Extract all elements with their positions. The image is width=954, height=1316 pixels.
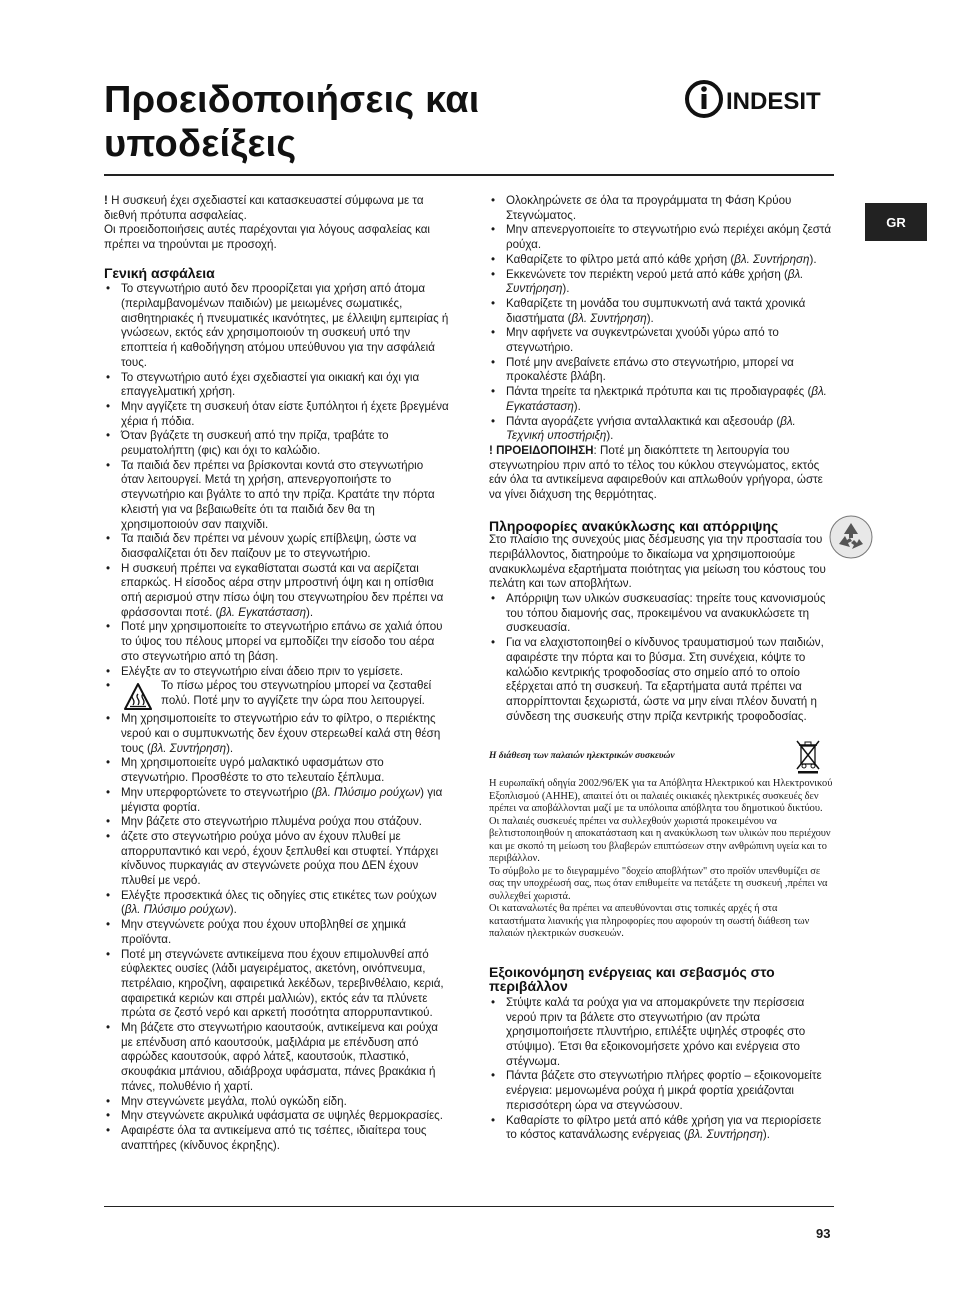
recycling-header xyxy=(489,519,834,534)
indesit-logo xyxy=(684,79,844,119)
list-item xyxy=(104,679,449,712)
weee-p1: Η ευρωπαϊκή οδηγία 2002/96/ΕΚ για τα Απόβλητα Ηλεκτρικού και Ηλεκτρονικού Εξοπλισμού (ΑΗΗΕ), απαιτεί ότι οι παλαιές οικιακές ηλεκτρικές συσκευές δεν πρέπει να αποβάλλονται μαζί με τα υπόλοιπα απόβλητα του δημοτικού δικτύου. Οι παλαιές συσκευές πρέπει να συλλεχθούν χωριστά προκειμένου να βελτιστοποιηθούν η αποκατάσταση και η ανακύκλωση των υλικών που περιέχουν και με σκοπό τη μείωση του βλαβερών επιπτώσεων στην ανθρώπινη υγεία και το περιβάλλον. xyxy=(489,778,833,865)
list-item: • Πάντα αγοράζετε γνήσια ανταλλακτικά και αξεσουάρ (βλ. Τεχνική υποστήριξη). xyxy=(489,415,834,444)
list-item: • Ποτέ μη στεγνώνετε αντικείμενα που έχουν επιμολυνθεί από εύφλεκτες ουσίες (λάδι μαγειρέματος, ακετόνη, οινόπνευμα, πετρέλαιο, κηροζίνη, αφαιρετικά λεκέδων, τερεβινθέλαιο, κεριά, αφαιρετικά κεριών και σπρέι μαλλιών), εκτός εάν τα πλύνετε πρώτα σε ζεστό νερό και αρκετή ποσότητα απορρυπαντικού. xyxy=(104,948,449,1022)
weee-header xyxy=(489,738,834,774)
ref-wash-cycle: βλ. Πλύσιμο ρούχων xyxy=(124,903,230,917)
general-safety-list xyxy=(104,282,449,1153)
weee-p3: Οι καταναλωτές θα πρέπει να απευθύνονται στις τοπικές αρχές ή στα καταστήματα λιανικής για πληροφορίες που αφορούν τη σωστή διάθεση των παλαιών ηλεκτρικών συσκευών. xyxy=(489,903,810,940)
ref-installation: βλ. Εγκατάσταση xyxy=(506,385,827,413)
list-item: • Μη βάζετε στο στεγνωτήριο καουτσούκ, αντικείμενα και ρούχα με επένδυση από καουτσούκ, μαξιλάρια με επένδυση από αφρώδες καουτσούκ, αφρό λάτεξ, καουτσούκ, πλαστικό, σκουφάκια μπάνιου, αδιάβροχα υφάσματα, πάνες βρακάκια ή πάνες, πολυθένιο ή χαρτί. xyxy=(104,1021,449,1095)
page-title: Προειδοποιήσεις και υποδείξεις xyxy=(104,79,480,165)
list-item: • Ελέγξτε αν το στεγνωτήριο είναι άδειο πριν το γεμίσετε. xyxy=(104,665,449,680)
list-item: • Μη χρησιμοποιείτε υγρό μαλακτικό υφασμάτων στο στεγνωτήριο. Προσθέστε το στο τελευταίο ξέπλυμα. xyxy=(104,756,449,785)
intro-text xyxy=(104,194,449,253)
energy-heading: Εξοικονόμηση ενέργειας και σεβασμός στο περιβάλλον xyxy=(489,963,775,995)
recycle-icon xyxy=(828,514,874,560)
footer-rule xyxy=(104,1206,834,1207)
hot-surface-warning-icon xyxy=(121,682,155,712)
list-item: • Απόρριψη των υλικών συσκευασίας: τηρείτε τους κανονισμούς του τόπου διαμονής σας, προκειμένου να ανακυκλώσετε τη συσκευασία. xyxy=(489,592,834,636)
intro-p2: Οι προειδοποιήσεις αυτές παρέχονται για λόγους ασφαλείας και πρέπει να τηρούνται με προσοχή. xyxy=(104,223,431,252)
list-item: • Πάντα βάζετε στο στεγνωτήριο πλήρες φορτίο – εξοικονομείτε ενέργεια: μεμονωμένα ρούχα ή μικρά φορτία χρειάζονται περισσότερη ώρα να στεγνώσουν. xyxy=(489,1069,834,1113)
list-item: • Το στεγνωτήριο αυτό έχει σχεδιαστεί για οικιακή και όχι για επαγγελματική χρήση. xyxy=(104,371,449,400)
list-item: • Μην στεγνώνετε ρούχα που έχουν υποβληθεί σε χημικά προϊόντα. xyxy=(104,918,449,947)
intro-p1: Η συσκευή έχει σχεδιαστεί και κατασκευαστεί σύμφωνα με τα διεθνή πρότυπα ασφαλείας. xyxy=(104,194,424,222)
list-item: • Ποτέ μην χρησιμοποιείτε το στεγνωτήριο επάνω σε χαλιά όπου το ύψος του πέλους μπορεί να εμποδίζει την είσοδο του αέρα στο στεγνωτήριο από τη βάση. xyxy=(104,620,449,664)
brand-text: INDESIT xyxy=(726,88,821,115)
recycling-intro: Στο πλαίσιο της συνεχούς μιας δέσμευσης για την προστασία του περιβάλλοντος, διατηρούμε το δικαίωμα να χρησιμοποιούμε ανακυκλωμένα εξαρτήματα ποιότητας για μείωση του κόστους του πελάτη και των αποβλήτων. xyxy=(489,533,826,591)
list-item: • Μην απενεργοποιείτε το στεγνωτήριο ενώ περιέχει ακόμη ζεστά ρούχα. xyxy=(489,223,834,252)
list-item: • Η συσκευή πρέπει να εγκαθίσταται σωστά και να αερίζεται επαρκώς. Η είσοδος αέρα στην μπροστινή όψη και η οπίσθια οπή αερισμού στην πίσω όψη του στεγνωτηρίου δεν πρέπει να φράσσονται ποτέ. (βλ. Εγκατάσταση). xyxy=(104,562,449,621)
weee-text xyxy=(489,778,834,941)
hot-surface-text: • Το πίσω μέρος του στεγνωτηρίου μπορεί να ζεσταθεί πολύ. Ποτέ μην το αγγίζετε την ώρα που λειτουργεί. xyxy=(161,679,432,707)
warning-paragraph xyxy=(489,444,834,503)
recycling-heading: Πληροφορίες ανακύκλωσης και απόρριψης xyxy=(489,517,779,534)
ref-technical-support: βλ. Τεχνική υποστήριξη xyxy=(506,414,796,443)
list-item: • Καθαρίστε το φίλτρο μετά από κάθε χρήση για να περιορίσετε το κόστος κατανάλωσης ενέργειας (βλ. Συντήρηση). xyxy=(489,1114,834,1143)
list-item: • Για να ελαχιστοποιηθεί ο κίνδυνος τραυματισμού των παιδιών, αφαιρέστε την πόρτα και το βύσμα. Στη συνέχεια, κόψτε το καλώδιο κεντρικής τροφοδοσίας στο σημείο από το οποίο εξέρχεται από τη συσκευή. Τα εξαρτήματα αυτά πρέπει να απορρίπτονται ξεχωριστά, ώστε να μην είναι πλέον δυνατή η σύνδεση της συσκευής στην πρίζα κεντρικής τροφοδοσίας. xyxy=(489,636,834,724)
recycling-list xyxy=(489,592,834,724)
page-number: 93 xyxy=(816,1226,831,1241)
list-item: • Μη χρησιμοποιείτε το στεγνωτήριο εάν το φίλτρο, ο περιέκτης νερού και ο συμπυκνωτής δεν έχουν στερεωθεί καλά στη θέση τους (βλ. Συντήρηση). xyxy=(104,712,449,756)
warning-text: : Ποτέ μη διακόπτετε τη λειτουργία του στεγνωτηρίου πριν από το τέλος του κύκλου στεγνώματος, εκτός εάν όλα τα αντικείμενα αφαιρεθούν και απλωθούν γρήγορα, ώστε να γίνει διάχυση της θερμότητας. xyxy=(489,443,823,502)
list-item: • Μην αφήνετε να συγκεντρώνεται χνούδι γύρω από το στεγνωτήριο. xyxy=(489,326,834,355)
weee-p2: Το σύμβολο με το διεγραμμένο "δοχείο αποβλήτων" στο προϊόν υπενθυμίζει σε σας την υποχρέωσή σας, πως όταν επιθυμείτε να πετάξετε τη συσκευή ,πρέπει να συλλεχθεί χωριστά. xyxy=(489,865,828,902)
language-tab: GR xyxy=(865,203,927,241)
weee-heading: Η διάθεση των παλαιών ηλεκτρικών συσκευών xyxy=(489,751,675,762)
attention-mark: ! xyxy=(489,443,493,457)
warning-label: ΠΡΟΕΙΔΟΠΟΙΗΣΗ xyxy=(492,443,594,457)
ref-maintenance: βλ. Συντήρηση xyxy=(506,267,804,296)
ref-maintenance: βλ. Συντήρηση xyxy=(571,311,647,325)
list-item: • Μην αγγίζετε τη συσκευή όταν είστε ξυπόλητοι ή έχετε βρεγμένα χέρια ή πόδια. xyxy=(104,400,449,429)
attention-mark: ! xyxy=(104,194,108,207)
list-item: • Πάντα τηρείτε τα ηλεκτρικά πρότυπα και τις προδιαγραφές (βλ. Εγκατάσταση). xyxy=(489,385,834,414)
ref-wash-cycle: βλ. Πλύσιμο ρούχων xyxy=(315,785,421,799)
list-item: • Μην στεγνώνετε μεγάλα, πολύ ογκώδη είδη. xyxy=(104,1095,449,1110)
crossed-bin-icon xyxy=(794,738,822,774)
right-column xyxy=(489,194,834,1143)
list-item: • Τα παιδιά δεν πρέπει να βρίσκονται κοντά στο στεγνωτήριο όταν λειτουργεί. Μετά τη χρήση, απενεργοποιήστε το στεγνωτήριο και βγάλτε το από την πρίζα. Κρατάτε την πόρτα κλειστή για να βεβαιωθείτε ότι τα παιδιά δεν θα τη χρησιμοποιούν σαν παιχνίδι. xyxy=(104,459,449,533)
ref-installation: βλ. Εγκατάσταση xyxy=(219,605,307,619)
list-item: • Μην υπερφορτώνετε το στεγνωτήριο (βλ. Πλύσιμο ρούχων) για μέγιστα φορτία. xyxy=(104,786,449,815)
list-item: • Εκκενώνετε τον περιέκτη νερού μετά από κάθε χρήση (βλ. Συντήρηση). xyxy=(489,268,834,297)
list-item: • Στύψτε καλά τα ρούχα για να απομακρύνετε την περίσσεια νερού πριν τα βάλετε στο στεγνωτήριο (αν πρώτα χρησιμοποιήσετε πλυντήριο, επιλέξτε υψηλές στροφές στο στύψιμο). Έτσι θα εξοικονομήσετε χρόνο και ενέργεια στο στέγνωμα. xyxy=(489,996,834,1070)
list-item: • Μην βάζετε στο στεγνωτήριο πλυμένα ρούχα που στάζουν. xyxy=(104,815,449,830)
list-item: • Τα παιδιά δεν πρέπει να μένουν χωρίς επίβλεψη, ώστε να διασφαλίζεται ότι δεν παίζουν με το στεγνωτήριο. xyxy=(104,532,449,561)
list-item: • Ελέγξτε προσεκτικά όλες τις οδηγίες στις ετικέτες των ρούχων (βλ. Πλύσιμο ρούχων). xyxy=(104,889,449,918)
list-item: • Όταν βγάζετε τη συσκευή από την πρίζα, τραβάτε το ρευματολήπτη (φις) και όχι το καλώδιο. xyxy=(104,429,449,458)
left-column xyxy=(104,194,449,1153)
list-item: • Μην στεγνώνετε ακρυλικά υφάσματα σε υψηλές θερμοκρασίες. xyxy=(104,1109,449,1124)
ref-maintenance: βλ. Συντήρηση xyxy=(734,252,810,266)
general-safety-heading: Γενική ασφάλεια xyxy=(104,264,215,281)
list-item: • Καθαρίζετε το φίλτρο μετά από κάθε χρήση (βλ. Συντήρηση). xyxy=(489,253,834,268)
list-item: • Ολοκληρώνετε σε όλα τα προγράμματα τη Φάση Κρύου Στεγνώματος. xyxy=(489,194,834,223)
list-item: • Ποτέ μην ανεβαίνετε επάνω στο στεγνωτήριο, μπορεί να προκαλέστε βλάβη. xyxy=(489,356,834,385)
list-item: • Αφαιρέστε όλα τα αντικείμενα από τις τσέπες, ιδιαίτερα τους αναπτήρες (κίνδυνος έκρηξης). xyxy=(104,1124,449,1153)
header-rule xyxy=(104,174,834,176)
ref-maintenance: βλ. Συντήρηση xyxy=(687,1128,763,1142)
maintenance-list xyxy=(489,194,834,444)
list-item: • Το στεγνωτήριο αυτό δεν προορίζεται για χρήση από άτομα (περιλαμβανομένων παιδιών) με μειωμένες σωματικές, αισθητηριακές ή πνευματικές ικανότητες, με έλλειψη εμπειρίας ή γνώσεων, εκτός εάν χρησιμοποιούν τη συσκευή υπό την εποπτεία ή καθοδήγηση ατόμου υπεύθυνου για την ασφάλειά τους. xyxy=(104,282,449,370)
list-item: • άζετε στο στεγνωτήριο ρούχα μόνο αν έχουν πλυθεί με απορρυπαντικό και νερό, έχουν ξεπλυθεί και στυφτεί. Υπάρχει κίνδυνος πυρκαγιάς αν στεγνώνετε ρούχα που ΔΕΝ έχουν πλυθεί με νερό. xyxy=(104,830,449,889)
ref-maintenance: βλ. Συντήρηση xyxy=(150,741,227,755)
energy-list xyxy=(489,996,834,1143)
list-item: • Καθαρίζετε τη μονάδα του συμπυκνωτή ανά τακτά χρονικά διαστήματα (βλ. Συντήρηση). xyxy=(489,297,834,326)
